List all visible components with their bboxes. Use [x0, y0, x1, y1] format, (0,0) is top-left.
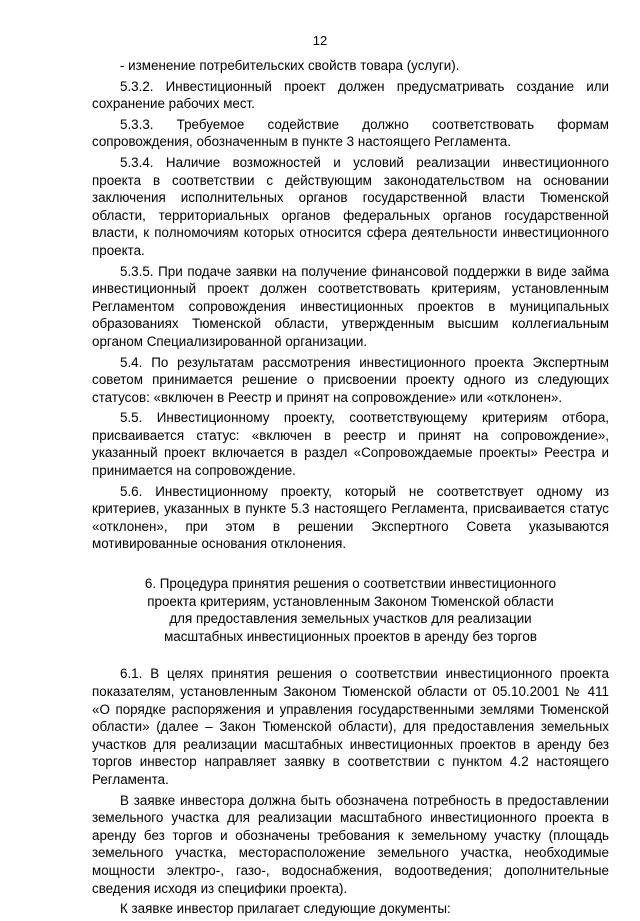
section-6-heading: [92, 575, 609, 645]
paragraph-5-3-4: 5.3.4. Наличие возможностей и условий реализации инвестиционного проекта в соответствии с действующим законодательством на основании заключения исполнительных органов государственной власти Тюменской области, территориальных органов федеральных органов государственной власти, к полномочиям которых относится сфера деятельности инвестиционного проекта.: [92, 154, 609, 258]
heading-line: проекта критериям, установленным Законом Тюменской области: [147, 593, 554, 609]
paragraph-5-4: 5.4. По результатам рассмотрения инвестиционного проекта Экспертным советом принимается решение о присвоении проекту одного из следующих статусов: «включен в Реестр и принят на сопровождение» или «отклонен».: [92, 354, 609, 405]
paragraph-5-3-3: 5.3.3. Требуемое содействие должно соответствовать формам сопровождения, обозначенным в пункте 3 настоящего Регламента.: [92, 116, 609, 150]
paragraph-5-5: 5.5. Инвестиционному проекту, соответствующему критериям отбора, присваивается статус: «включен в реестр и принят на сопровождение», указанный проект включается в раздел «Сопровождаемые проекты» Реестра и принимается на сопровождение.: [92, 410, 609, 479]
paragraph-5-3-5: 5.3.5. При подаче заявки на получение финансовой поддержки в виде займа инвестиционный проект должен соответствовать критериям, установленным Регламентом сопровождения инвестиционных проектов в муниципальных образованиях Тюменской области, утвержденным высшим коллегиальным органом Специализированной организации.: [92, 263, 609, 349]
paragraph-attached-documents: К заявке инвестор прилагает следующие документы:: [120, 901, 451, 917]
paragraph-5-3-2: 5.3.2. Инвестиционный проект должен предусматривать создание или сохранение рабочих мест.: [92, 78, 609, 112]
paragraph-consumer-properties: - изменение потребительских свойств товара (услуги).: [120, 58, 460, 73]
page-number: 12: [312, 33, 328, 48]
heading-line: для предоставления земельных участков для реализации: [169, 611, 532, 627]
paragraph-5-6: 5.6. Инвестиционному проекту, который не соответствует одному из критериев, указанных в пункте 5.3 настоящего Регламента, присваивается статус «отклонен», при этом в решении Экспертного Совета указываются мотивированные основания отклонения.: [92, 483, 609, 552]
heading-line: 6. Процедура принятия решения о соответствии инвестиционного: [144, 576, 557, 592]
paragraph-application-requirements: В заявке инвестора должна быть обозначена потребность в предоставлении земельного участка для реализации масштабного инвестиционного проекта в аренду без торгов и обозначены требования к земельному участку (площадь земельного участка, месторасположение земельного участка, необходимые мощности электро-, газо-, водоснабжения, водоотведения; дополнительные сведения исходя из специфики проекта).: [92, 792, 609, 896]
heading-line: масштабных инвестиционных проектов в аренду без торгов: [164, 628, 537, 644]
paragraph-6-1: 6.1. В целях принятия решения о соответствии инвестиционного проекта показателям, установленным Законом Тюменской области от 05.10.2001 № 411 «О порядке распоряжения и управления государственными землями Тюменской области» (далее – Закон Тюменской области), для предоставления земельных участков для реализации масштабных инвестиционных проектов в аренду без торгов инвестор направляет заявку в соответствии с пунктом 4.2 настоящего Регламента.: [92, 666, 609, 787]
document-body: [92, 57, 609, 921]
